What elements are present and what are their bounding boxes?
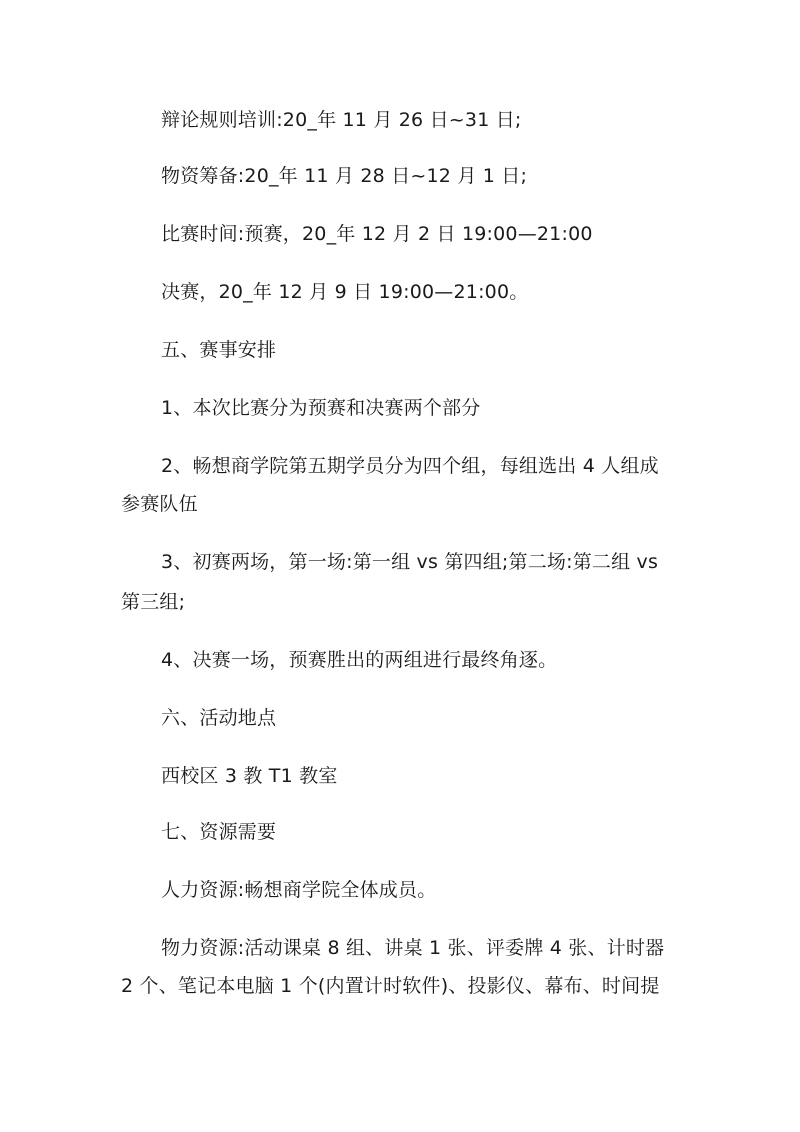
schedule-preliminary-time: 比赛时间:预赛，20_年 12 月 2 日 19:00—21:00 bbox=[161, 223, 593, 245]
arrangement-item-2: 2、畅想商学院第五期学员分为四个组，每组选出 4 人组成 bbox=[161, 455, 659, 477]
section-heading-resources: 七、资源需要 bbox=[161, 821, 277, 843]
section-heading-location: 六、活动地点 bbox=[161, 707, 277, 729]
arrangement-item-2-continued: 参赛队伍 bbox=[121, 493, 198, 515]
location-text: 西校区 3 教 T1 教室 bbox=[161, 765, 338, 787]
arrangement-item-4: 4、决赛一场，预赛胜出的两组进行最终角逐。 bbox=[161, 649, 558, 671]
arrangement-item-3-continued: 第三组; bbox=[121, 591, 186, 613]
arrangement-item-3: 3、初赛两场，第一场:第一组 vs 第四组;第二场:第二组 vs bbox=[161, 551, 659, 573]
schedule-materials-prep: 物资筹备:20_年 11 月 28 日~12 月 1 日; bbox=[161, 165, 528, 187]
schedule-rules-training: 辩论规则培训:20_年 11 月 26 日~31 日; bbox=[161, 109, 522, 131]
schedule-final-time: 决赛，20_年 12 月 9 日 19:00—21:00。 bbox=[161, 281, 529, 303]
resources-human: 人力资源:畅想商学院全体成员。 bbox=[161, 879, 437, 901]
resources-material-continued: 2 个、笔记本电脑 1 个(内置计时软件)、投影仪、幕布、时间提 bbox=[121, 975, 660, 997]
resources-material: 物力资源:活动课桌 8 组、讲桌 1 张、评委牌 4 张、计时器 bbox=[161, 937, 665, 959]
arrangement-item-1: 1、本次比赛分为预赛和决赛两个部分 bbox=[161, 397, 481, 419]
section-heading-arrangement: 五、赛事安排 bbox=[161, 339, 277, 361]
